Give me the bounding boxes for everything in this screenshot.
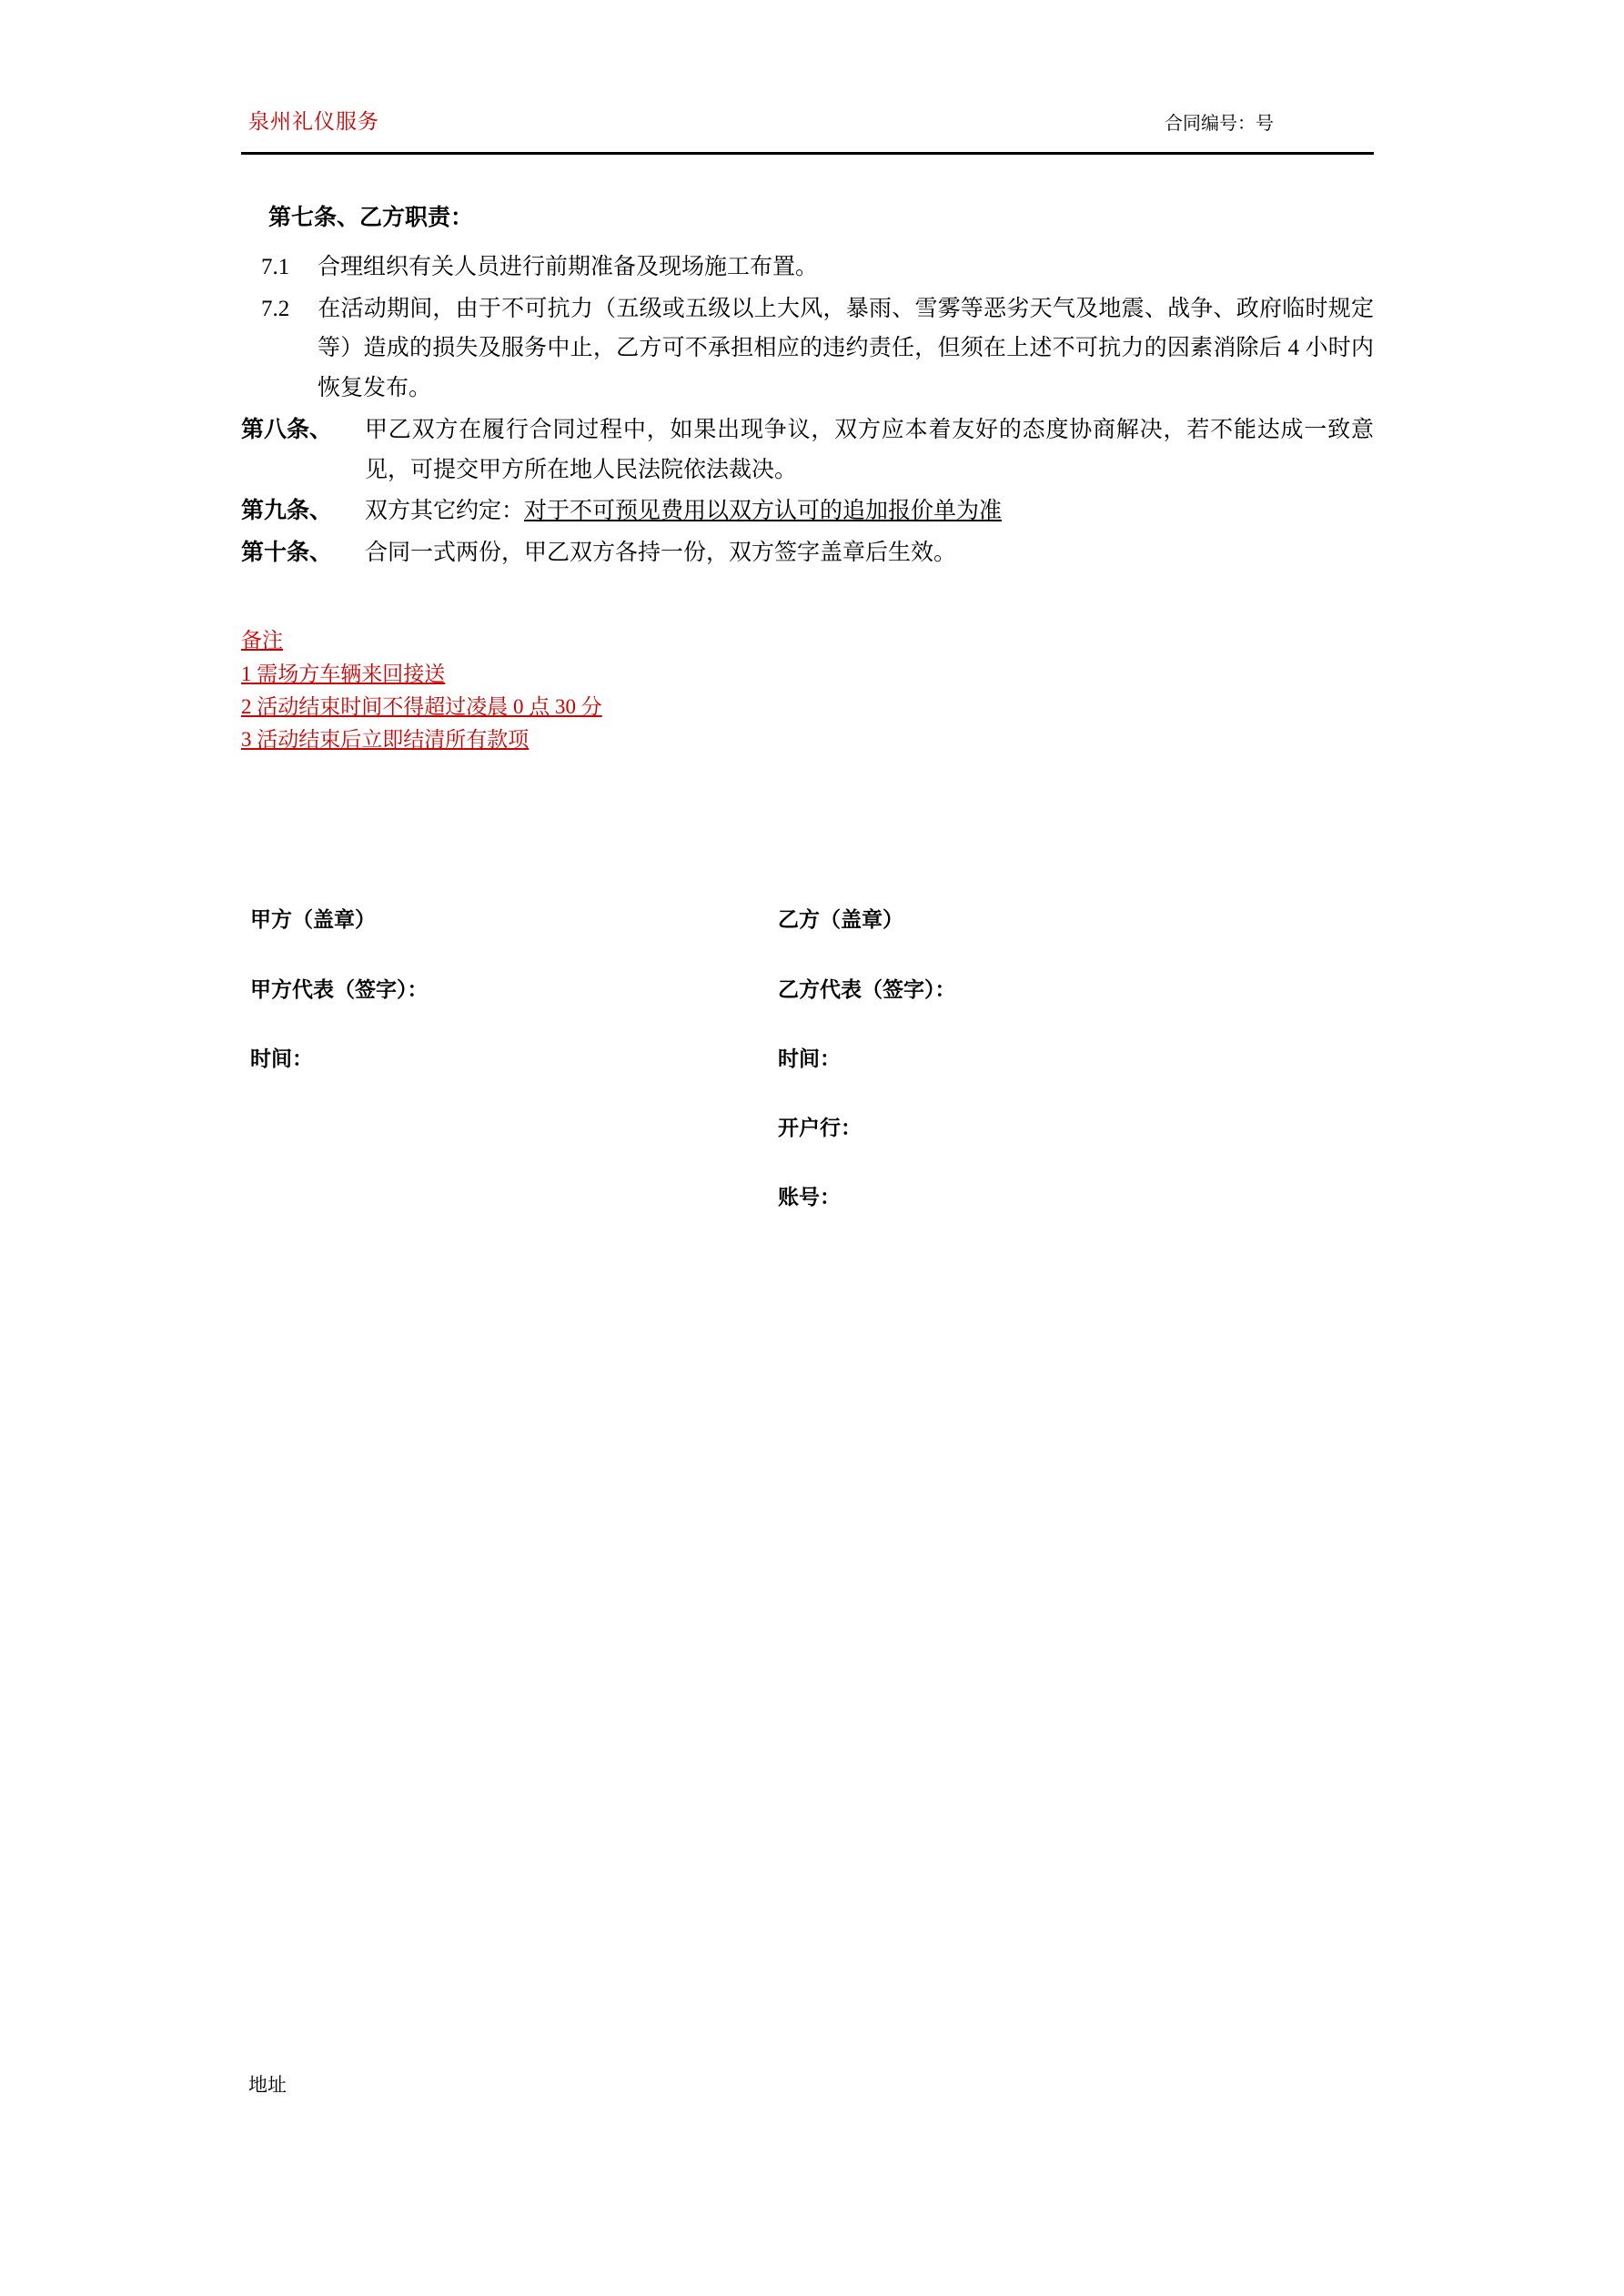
clause-7-1-text: 合理组织有关人员进行前期准备及现场施工布置。: [318, 254, 819, 279]
clause-8-label: 第八条、: [241, 416, 333, 442]
party-b-account-label: 账号：: [778, 1185, 841, 1209]
page-footer-address: 地址: [248, 2075, 287, 2096]
document-sheet: [241, 105, 1374, 1209]
remarks-block: [241, 624, 1374, 756]
clause-9-label: 第九条、: [241, 498, 333, 524]
signature-column-party-b: [778, 901, 956, 1248]
party-b-seal-label: 乙方（盖章）: [778, 907, 903, 932]
clause-9-text-plain: 双方其它约定：: [365, 499, 525, 524]
party-b-representative-label: 乙方代表（签字）：: [778, 976, 956, 1001]
remarks-line-1: 1 需场方车辆来回接送: [241, 663, 446, 686]
clause-7-2: [261, 289, 1374, 409]
remarks-line-3: 3 活动结束后立即结清所有款项: [241, 727, 530, 751]
party-a-date-label: 时间：: [250, 1046, 313, 1070]
clause-10-text: 合同一式两份，甲乙双方各持一份，双方签字盖章后生效。: [365, 541, 957, 565]
page-header: [241, 105, 1374, 155]
clause-7-title: 第七条、乙方职责：: [268, 205, 474, 230]
clause-10: [241, 533, 1374, 573]
signature-block: [241, 901, 1374, 1209]
party-b-bank-label: 开户行：: [778, 1116, 862, 1140]
clause-9: [241, 491, 1374, 531]
header-contract-number: 合同编号：号: [1165, 114, 1274, 134]
remarks-line-2: 2 活动结束时间不得超过凌晨 0 点 30 分: [241, 695, 602, 719]
clause-8-text: 甲乙双方在履行合同过程中，如果出现争议，双方应本着友好的态度协商解决，若不能达成一致意见，可提交甲方所在地人民法院依法裁决。: [365, 417, 1374, 482]
clause-9-text-underlined: 对于不可预见费用以双方认可的追加报价单为准: [524, 499, 1003, 524]
signature-column-party-a: [250, 901, 429, 1109]
clause-7-2-text: 在活动期间，由于不可抗力（五级或五级以上大风，暴雨、雪雾等恶劣天气及地震、战争、政府临时规定等）造成的损失及服务中止，乙方可不承担相应的违约责任，但须在上述不可抗力的因素消除后 4 小时内恢复发布。: [318, 296, 1374, 400]
clause-8: [241, 410, 1374, 491]
party-b-date-label: 时间：: [778, 1046, 841, 1070]
header-company-name: 泉州礼仪服务: [248, 109, 379, 133]
clause-7-2-number: 7.2: [261, 296, 290, 321]
clause-9-text: [352, 491, 1374, 531]
remarks-title: 备注: [241, 628, 283, 652]
document-body: [241, 198, 1374, 1209]
clause-10-label: 第十条、: [241, 540, 333, 565]
party-a-seal-label: 甲方（盖章）: [250, 907, 376, 932]
clause-7-1: [261, 248, 1374, 288]
clause-7-1-number: 7.1: [261, 254, 290, 279]
party-a-representative-label: 甲方代表（签字）：: [250, 976, 429, 1001]
